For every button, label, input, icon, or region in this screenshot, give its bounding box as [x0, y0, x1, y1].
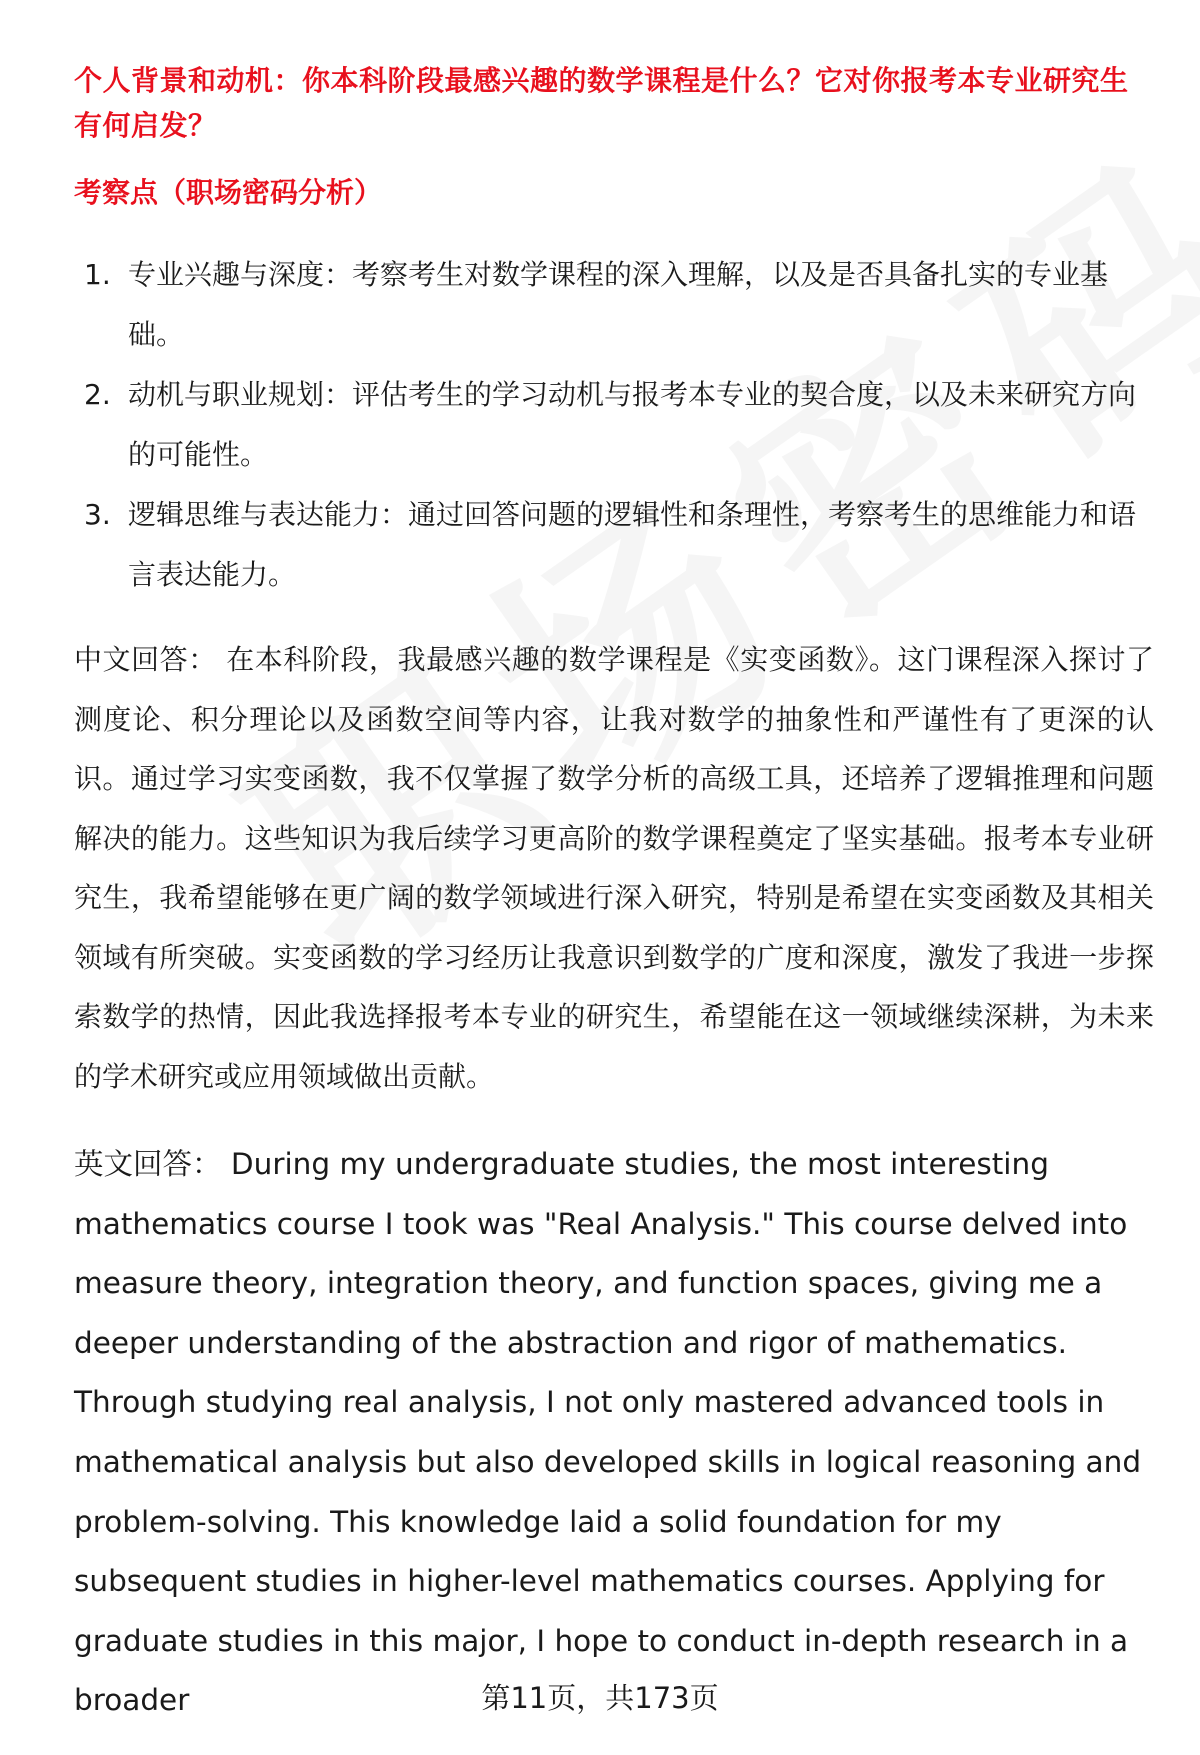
english-answer-label: 英文回答：: [74, 1147, 222, 1181]
list-item-number: 1.: [84, 258, 111, 291]
document-page: [74, 0, 1154, 1755]
chinese-answer-paragraph: [74, 630, 1154, 1106]
chinese-answer-text: 在本科阶段，我最感兴趣的数学课程是《实变函数》。这门课程深入探讨了测度论、积分理论以及函数空间等内容，让我对数学的抽象性和严谨性有了更深的认识。通过学习实变函数，我不仅掌握了数学分析的高级工具，还培养了逻辑推理和问题解决的能力。这些知识为我后续学习更高阶的数学课程奠定了坚实基础。报考本专业研究生，我希望能够在更广阔的数学领域进行深入研究，特别是希望在实变函数及其相关领域有所突破。实变函数的学习经历让我意识到数学的广度和深度，激发了我进一步探索数学的热情，因此我选择报考本专业的研究生，希望能在这一领域继续深耕，为未来的学术研究或应用领域做出贡献。: [74, 643, 1154, 1093]
list-item-text: 动机与职业规划：评估考生的学习动机与报考本专业的契合度，以及未来研究方向的可能性。: [128, 378, 1137, 471]
list-item-text: 逻辑思维与表达能力：通过回答问题的逻辑性和条理性，考察考生的思维能力和语言表达能力。: [128, 498, 1137, 591]
english-answer-paragraph: [74, 1135, 1154, 1731]
question-heading: 个人背景和动机：你本科阶段最感兴趣的数学课程是什么？它对你报考本专业研究生有何启发？: [74, 64, 1129, 142]
list-item-number: 2.: [84, 378, 111, 411]
list-item-text: 专业兴趣与深度：考察考生对数学课程的深入理解，以及是否具备扎实的专业基础。: [128, 258, 1109, 351]
english-answer-text: During my undergraduate studies, the most interesting mathematics course I took was "Real Analysis." This course delved into measure theory, integration theory, and function spaces, giving me a deeper understanding of the abstraction and rigor of mathematics. Through studying real analysis, I not only mastered advanced tools in mathematical analysis but also developed skills in logical reasoning and problem-solving. This knowledge laid a solid foundation for my subsequent studies in higher-level mathematics courses. Applying for graduate studies in this major, I hope to conduct in-depth research in a broader: [74, 1147, 1142, 1718]
list-item: [74, 485, 1154, 605]
list-item: [74, 245, 1154, 365]
assessment-points-heading: 考察点（职场密码分析）: [74, 176, 383, 209]
list-item-number: 3.: [84, 498, 111, 531]
page-number-footer: 第11页，共173页: [481, 1681, 719, 1715]
chinese-answer-label: 中文回答：: [74, 643, 217, 676]
list-item: [74, 365, 1154, 485]
assessment-points-list: [74, 245, 1154, 605]
